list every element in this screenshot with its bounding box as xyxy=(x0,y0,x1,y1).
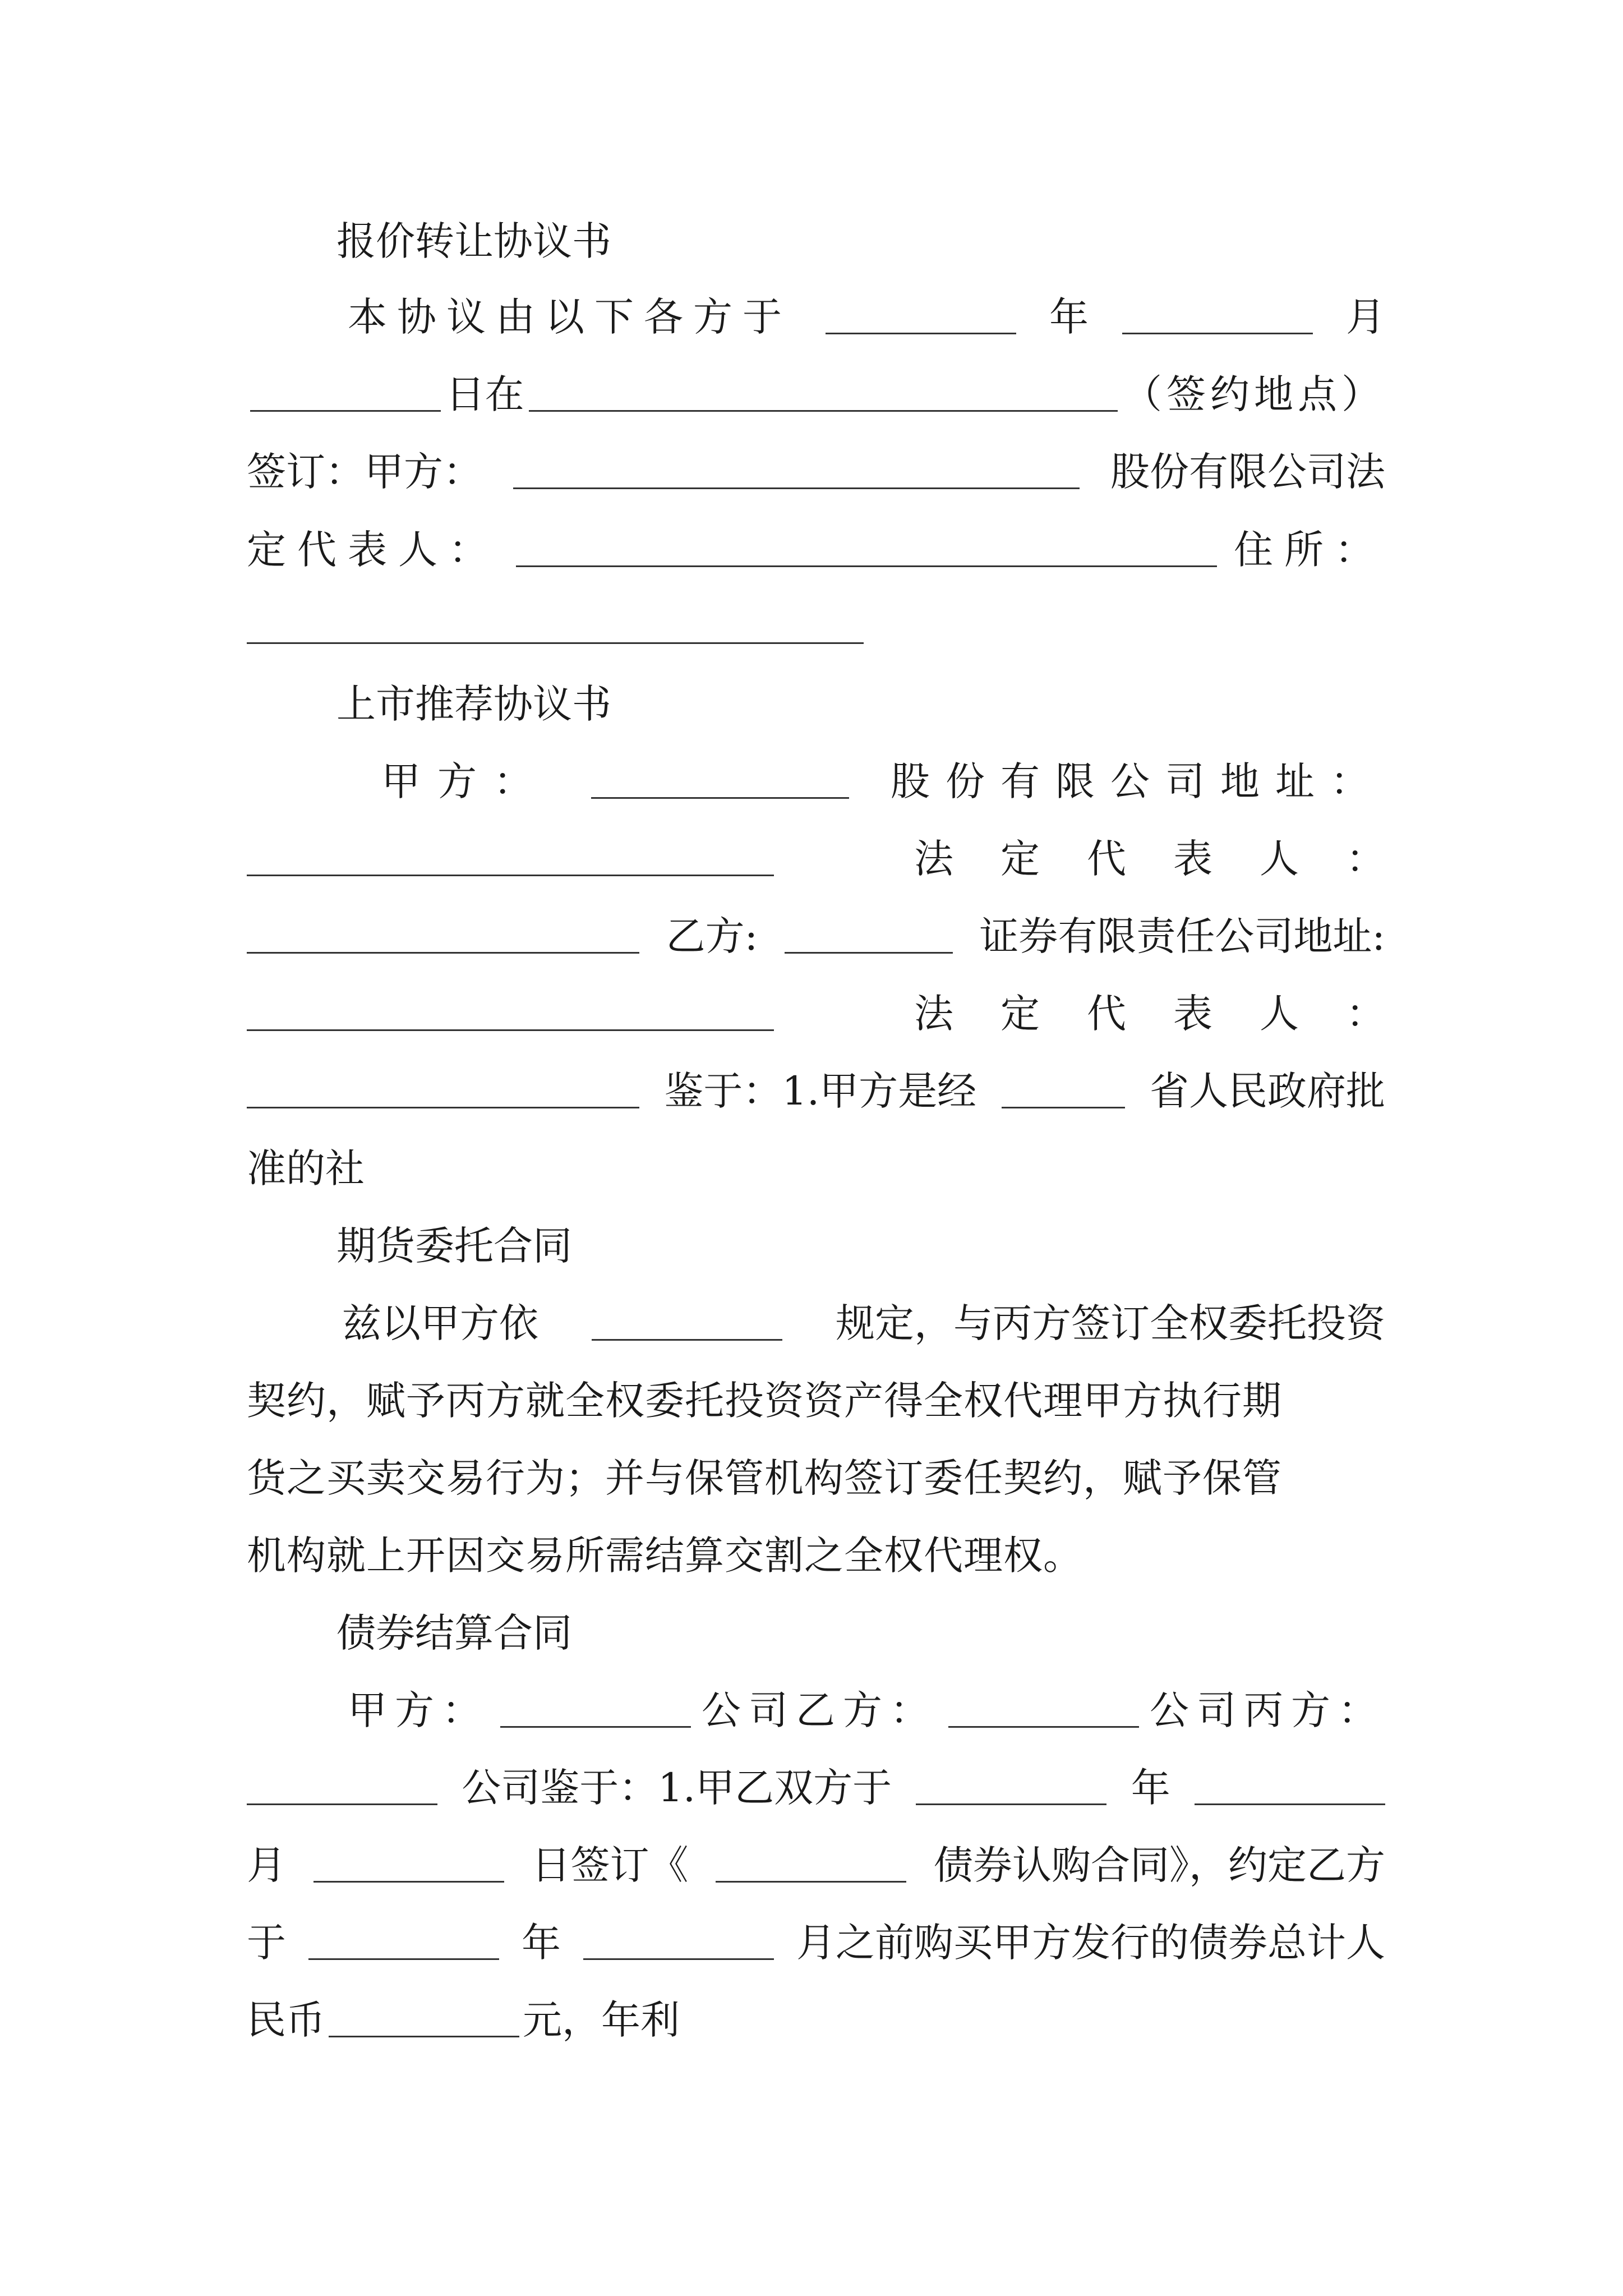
text-segment: 公司乙方： xyxy=(702,1687,937,1733)
paragraph-line xyxy=(247,1912,1385,1973)
text-segment: 兹以甲方依 xyxy=(342,1300,538,1346)
text-segment: 省人民政府批 xyxy=(1149,1068,1385,1114)
fill-blank[interactable] xyxy=(500,1694,691,1728)
text-segment: 本协议由以下各方于 xyxy=(348,294,792,340)
fill-blank[interactable] xyxy=(785,919,953,954)
text-segment: 货之买卖交易行为；并与保管机构签订委任契约，赋予保管 xyxy=(247,1455,1282,1501)
paragraph-line xyxy=(247,1370,1385,1432)
text-segment: 于 xyxy=(247,1920,286,1966)
text-segment: 元，年利 xyxy=(523,1997,680,2043)
text-segment: 年 xyxy=(522,1920,561,1966)
paragraph-line xyxy=(247,364,1385,425)
text-segment: 公司丙方： xyxy=(1150,1687,1385,1733)
paragraph-line xyxy=(247,1447,1385,1509)
text-segment: 年 xyxy=(1049,294,1089,340)
paragraph-line xyxy=(247,1757,1385,1819)
paragraph-line xyxy=(247,1060,1385,1122)
paragraph-line xyxy=(247,983,1432,1045)
paragraph-line xyxy=(247,441,1385,503)
section-title-text: 报价转让协议书 xyxy=(336,218,611,264)
paragraph-line xyxy=(247,1680,1385,1741)
paragraph-line xyxy=(247,286,1385,348)
fill-blank[interactable] xyxy=(592,1306,782,1341)
text-segment: 月之前购买甲方发行的债券总计人 xyxy=(796,1920,1385,1966)
text-segment: 年 xyxy=(1131,1765,1170,1811)
text-segment: 甲方： xyxy=(348,1687,489,1733)
paragraph-line xyxy=(247,1292,1385,1354)
text-segment: 鉴于：1.甲方是经 xyxy=(664,1068,977,1114)
section-title-quote-transfer xyxy=(336,210,1475,272)
fill-blank[interactable] xyxy=(916,1771,1106,1805)
fill-blank[interactable] xyxy=(583,1926,774,1960)
text-segment: 准的社 xyxy=(247,1145,365,1191)
fill-blank[interactable] xyxy=(591,765,849,799)
fill-blank[interactable] xyxy=(247,1074,639,1108)
text-segment: 债券认购合同》，约定乙方 xyxy=(934,1842,1385,1888)
text-segment: 规定，与丙方签订全权委托投资 xyxy=(836,1300,1385,1346)
text-segment: （签约地点） xyxy=(1122,371,1385,417)
text-segment: 法定代表人： xyxy=(914,836,1432,882)
text-segment: 住所： xyxy=(1234,527,1385,573)
fill-blank[interactable] xyxy=(308,1926,499,1960)
fill-blank[interactable] xyxy=(529,378,1118,412)
fill-blank[interactable] xyxy=(1195,1771,1385,1805)
section-title-text: 债券结算合同 xyxy=(336,1610,572,1656)
section-title-bond-settlement xyxy=(336,1602,1475,1664)
text-segment: 签订：甲方： xyxy=(247,449,482,495)
paragraph-line xyxy=(247,1989,1385,2051)
text-segment: 乙方: xyxy=(666,913,758,959)
fill-blank[interactable] xyxy=(948,1694,1139,1728)
fill-blank[interactable] xyxy=(313,1848,504,1883)
fill-blank[interactable] xyxy=(826,300,1016,334)
text-segment: 股份有限公司法 xyxy=(1110,449,1385,495)
paragraph-line xyxy=(247,519,1385,581)
text-segment: 公司鉴于：1.甲乙双方于 xyxy=(462,1765,892,1811)
fill-blank[interactable] xyxy=(513,455,1080,489)
paragraph-line xyxy=(247,596,1385,657)
section-title-futures-entrustment xyxy=(336,1215,1475,1277)
fill-blank[interactable] xyxy=(250,378,441,412)
fill-blank[interactable] xyxy=(247,919,639,954)
text-segment: 甲方： xyxy=(381,758,550,804)
paragraph-line xyxy=(247,751,1385,812)
text-segment: 月 xyxy=(247,1842,286,1888)
text-segment: 机构就上开因交易所需结算交割之全权代理权。 xyxy=(247,1533,1083,1579)
paragraph-line xyxy=(247,1525,1385,1586)
text-segment: 民币 xyxy=(247,1997,325,2043)
text-segment: 契约，赋予丙方就全权委托投资资产得全权代理甲方执行期 xyxy=(247,1378,1282,1424)
fill-blank[interactable] xyxy=(329,2003,519,2037)
paragraph-line xyxy=(247,905,1385,967)
fill-blank[interactable] xyxy=(247,1771,437,1805)
text-segment: 法定代表人： xyxy=(914,991,1432,1037)
section-title-text: 期货委托合同 xyxy=(336,1223,572,1269)
fill-blank[interactable] xyxy=(247,997,774,1031)
paragraph-line xyxy=(247,1138,1385,1199)
fill-blank[interactable] xyxy=(1002,1074,1125,1108)
text-segment: 日签订《 xyxy=(531,1842,689,1888)
text-segment: 证券有限责任公司地址: xyxy=(979,913,1385,959)
paragraph-line xyxy=(247,828,1432,890)
fill-blank[interactable] xyxy=(716,1848,906,1883)
text-segment: 股份有限公司地址： xyxy=(891,758,1385,804)
fill-blank[interactable] xyxy=(516,533,1217,567)
text-segment: 月 xyxy=(1346,294,1385,340)
text-segment: 日在 xyxy=(445,371,524,417)
section-title-text: 上市推荐协议书 xyxy=(336,681,611,727)
paragraph-line xyxy=(247,1834,1385,1896)
fill-blank[interactable] xyxy=(247,610,864,644)
text-segment: 定代表人： xyxy=(247,527,499,573)
fill-blank[interactable] xyxy=(1122,300,1313,334)
fill-blank[interactable] xyxy=(247,842,774,876)
section-title-listing-recommendation xyxy=(336,673,1475,735)
